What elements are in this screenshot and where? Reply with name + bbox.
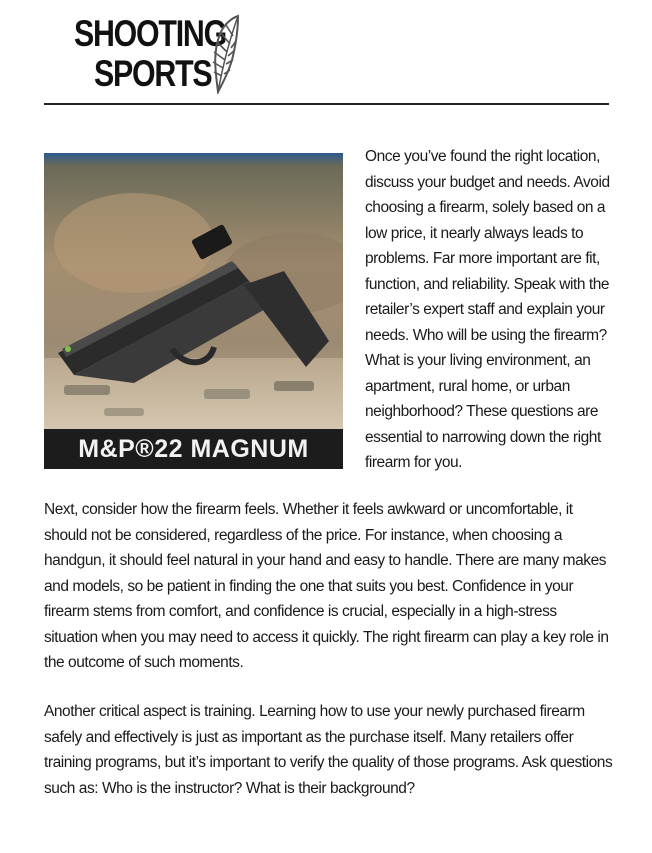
article-paragraph-3: Another critical aspect is training. Learning how to use your newly purchased firearm safely and effectively is just as important as the purchase itself. Many retailers offer training programs, but it’s important to verify the quality of those programs. Ask questions such as: Who is the instructor? What is their background? — [44, 703, 613, 797]
feather-icon — [208, 14, 242, 94]
article-paragraph-1: Once you’ve found the right location, discuss your budget and needs. Avoid choosing a firearm, solely based on a low price, it nearly always leads to problems. Far more important are fit, function, and reliability. Speak with the retailer’s expert staff and explain your needs. Who will be using the firearm? What is your living environment, an apartment, rural home, or urban neighborhood? These questions are essential to narrowing down the right firearm for you. — [365, 148, 610, 471]
header-divider — [44, 103, 609, 105]
logo-text-sports: SPORTS — [94, 53, 212, 94]
pistol-photo — [44, 153, 343, 469]
logo-text-shooting: SHOOTING — [74, 13, 226, 54]
photo-caption-bar — [44, 429, 343, 469]
photo-caption: M&P®22 MAGNUM — [78, 434, 309, 463]
article-paragraph-2: Next, consider how the firearm feels. Whether it feels awkward or uncomfortable, it should not be considered, regardless of the price. For instance, when choosing a handgun, it should feel natural in your hand and easy to handle. There are many makes and models, so be patient in finding the one that suits you best. Confidence in your firearm stems from comfort, and confidence is crucial, especially in a high-stress situation when you may need to access it quickly. The right firearm can play a key role in the outcome of such moments. — [44, 501, 609, 671]
masthead-logo — [74, 12, 254, 96]
pistol-image — [44, 153, 343, 469]
